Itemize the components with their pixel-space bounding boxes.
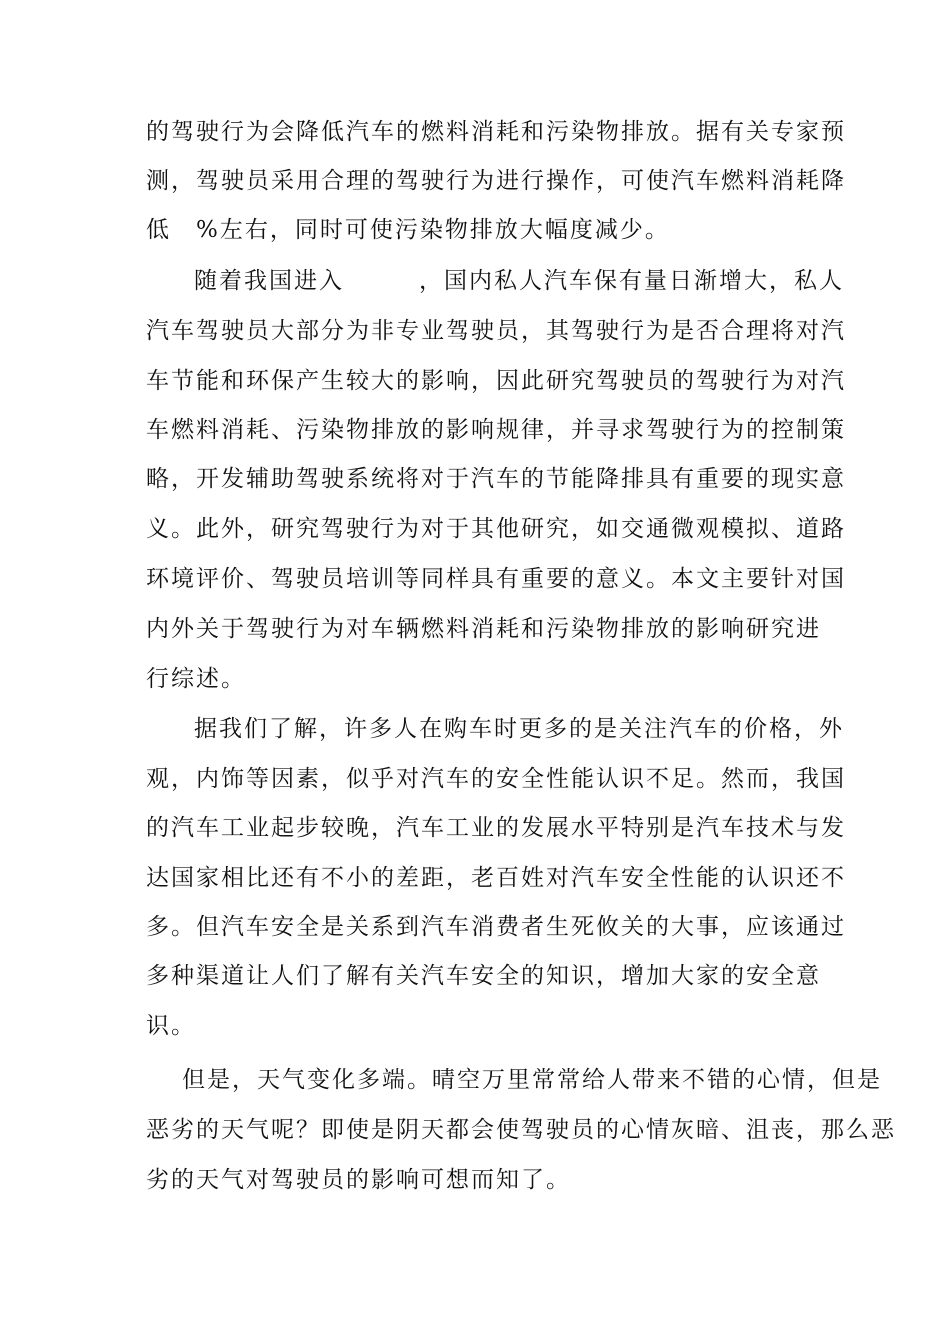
text-line: 达国家相比还有不小的差距，老百姓对汽车安全性能的认识还不: [146, 865, 846, 891]
text-line: 测，驾驶员采用合理的驾驶行为进行操作，可使汽车燃料消耗降: [146, 168, 846, 194]
text-line: 恶劣的天气呢？即使是阴天都会使驾驶员的心情灰暗、沮丧，那么恶: [146, 1117, 896, 1143]
text-line: 观，内饰等因素，似乎对汽车的安全性能认识不足。然而，我国: [146, 766, 846, 792]
paragraph-first-line: 但是，天气变化多端。晴空万里常常给人带来不错的心情，但是: [182, 1067, 882, 1093]
text-line: 汽车驾驶员大部分为非专业驾驶员，其驾驶行为是否合理将对汽: [146, 318, 846, 344]
paragraph-first-line: 随着我国进入 ，国内私人汽车保有量日渐增大，私人: [194, 268, 844, 294]
text-line: 车燃料消耗、污染物排放的影响规律，并寻求驾驶行为的控制策: [146, 417, 846, 443]
text-line: 多。但汽车安全是关系到汽车消费者生死攸关的大事，应该通过: [146, 914, 846, 940]
text-line: 环境评价、驾驶员培训等同样具有重要的意义。本文主要针对国: [146, 566, 846, 592]
text-line: 的驾驶行为会降低汽车的燃料消耗和污染物排放。据有关专家预: [146, 119, 846, 145]
text-line: 略，开发辅助驾驶系统将对于汽车的节能降排具有重要的现实意: [146, 466, 846, 492]
text-line: 多种渠道让人们了解有关汽车安全的知识，增加大家的安全意: [146, 963, 821, 989]
text-line: 的汽车工业起步较晚，汽车工业的发展水平特别是汽车技术与发: [146, 815, 846, 841]
text-line: 行综述。: [146, 666, 246, 692]
paragraph-first-line: 据我们了解，许多人在购车时更多的是关注汽车的价格，外: [194, 716, 844, 742]
text-line: 车节能和环保产生较大的影响，因此研究驾驶员的驾驶行为对汽: [146, 368, 846, 394]
text-line: 低 %左右，同时可使污染物排放大幅度减少。: [146, 217, 670, 243]
text-line: 识。: [146, 1013, 196, 1039]
text-line: 义。此外，研究驾驶行为对于其他研究，如交通微观模拟、道路: [146, 516, 846, 542]
text-line: 劣的天气对驾驶员的影响可想而知了。: [146, 1167, 571, 1193]
text-line: 内外关于驾驶行为对车辆燃料消耗和污染物排放的影响研究进: [146, 616, 821, 642]
